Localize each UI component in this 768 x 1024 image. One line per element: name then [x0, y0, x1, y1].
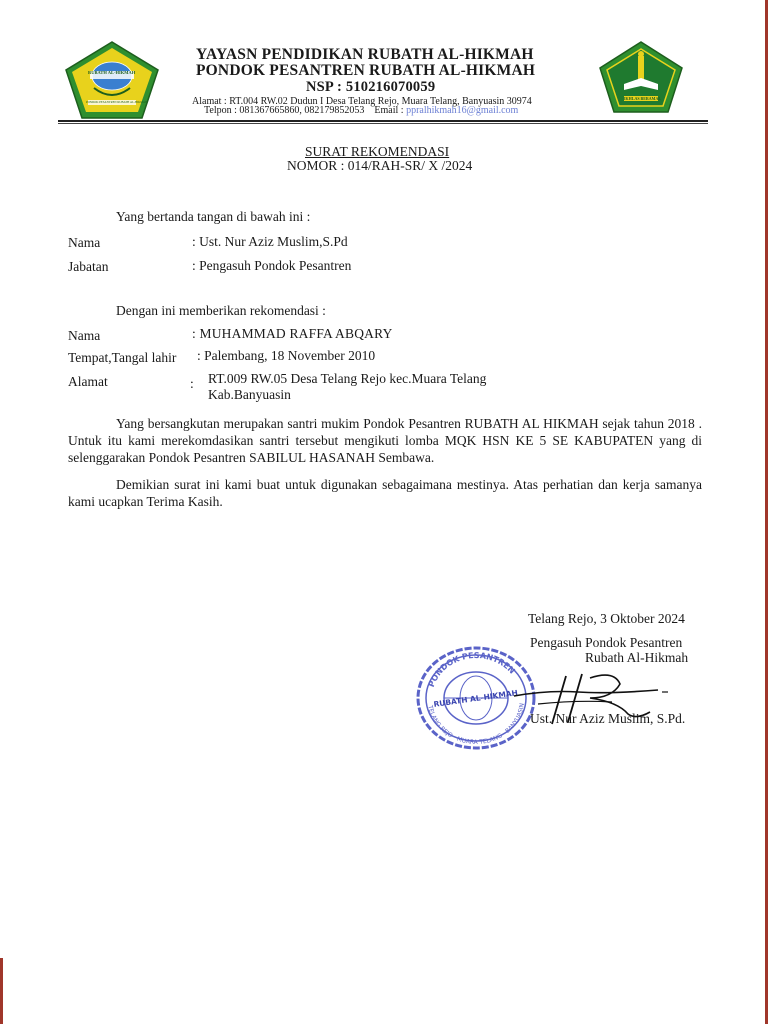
right-logo-text: IKHLAS BERAMAL — [624, 96, 662, 101]
left-logo-subtext: PONDOK PESANTREN RUBATH AL-HIKMAH — [86, 100, 148, 104]
right-logo-icon — [598, 40, 684, 114]
student-birth-label: Tempat,Tangal lahir — [68, 350, 177, 365]
stamp-center-text: RUBATH AL-HIKMAH — [432, 688, 519, 709]
signer-position-label: Jabatan — [68, 259, 109, 274]
student-birth-value: : Palembang, 18 November 2010 — [197, 348, 376, 363]
header-email-label: Email : — [374, 105, 404, 116]
signer-position-line1: Pengasuh Pondok Pesantren — [530, 635, 683, 650]
stamp-top-text: PONDOK PESANTREN — [426, 650, 517, 689]
signer-position-line2: Rubath Al-Hikmah — [585, 650, 689, 665]
student-name-label: Nama — [68, 328, 101, 343]
student-address-colon: : — [190, 376, 194, 391]
signer-full-name: Ust. Nur Aziz Muslim, S.Pd. — [530, 711, 686, 726]
student-name-value: : MUHAMMAD RAFFA ABQARY — [192, 326, 393, 341]
header-contact — [204, 105, 518, 116]
paragraph-closing — [68, 476, 702, 510]
paragraph-closing-text: Demikian surat ini kami buat untuk digunakan sebagaimana mestinya. Atas perhatian dan kerja samanya kami ucapkan Terima Kasih. — [68, 477, 702, 509]
header-phone: Telpon : 081367665860, 082179852053 — [204, 105, 365, 116]
letter-number: NOMOR : 014/RAH-SR/ X /2024 — [287, 158, 473, 173]
student-address-line2: Kab.Banyuasin — [208, 387, 291, 402]
svg-text:PONDOK PESANTREN — [427, 651, 517, 688]
school-name: PONDOK PESANTREN RUBATH AL-HIKMAH — [196, 62, 536, 79]
page-bottom-edge — [0, 958, 768, 1024]
signer-intro: Yang bertanda tangan di bawah ini : — [116, 209, 311, 224]
left-logo-icon — [64, 40, 160, 120]
signer-position-value: : Pengasuh Pondok Pesantren — [192, 258, 352, 273]
header-rule — [58, 120, 708, 122]
recommend-intro: Dengan ini memberikan rekomendasi : — [116, 303, 326, 318]
header-email: ppralhikmah16@gmail.com — [406, 105, 519, 116]
student-address-label: Alamat — [68, 374, 108, 389]
foundation-name: YAYASN PENDIDIKAN RUBATH AL-HIKMAH — [196, 46, 534, 63]
signer-name-value: : Ust. Nur Aziz Muslim,S.Pd — [192, 234, 348, 249]
stamp-bottom-text: TELANG REJO · MUARA TELANG · BANYUASIN — [426, 702, 526, 747]
place-date: Telang Rejo, 3 Oktober 2024 — [528, 611, 685, 626]
letter-title: SURAT REKOMENDASI — [305, 144, 450, 159]
header-rule-thin — [58, 123, 708, 124]
paragraph-body — [68, 415, 702, 466]
nsp-number: NSP : 510216070059 — [306, 79, 436, 95]
paragraph-body-text: Yang bersangkutan merupakan santri mukim Pondok Pesantren RUBATH AL HIKMAH sejak tahun 2018 . Untuk itu kami merekomdasikan santri tersebut mengikuti lomba MQK HSN KE 5 SE KABUPATEN yang di selenggarakan Pondok Pesantren SABILUL HASANAH Sembawa. — [68, 416, 702, 465]
signer-name-label: Nama — [68, 235, 101, 250]
student-address-line1: RT.009 RW.05 Desa Telang Rejo kec.Muara Telang — [208, 371, 487, 386]
header-address: Alamat : RT.004 RW.02 Dudun I Desa Telang Rejo, Muara Telang, Banyuasin 30974 — [192, 96, 532, 107]
left-logo-text: RUBATH AL-HIKMAH — [88, 70, 136, 75]
